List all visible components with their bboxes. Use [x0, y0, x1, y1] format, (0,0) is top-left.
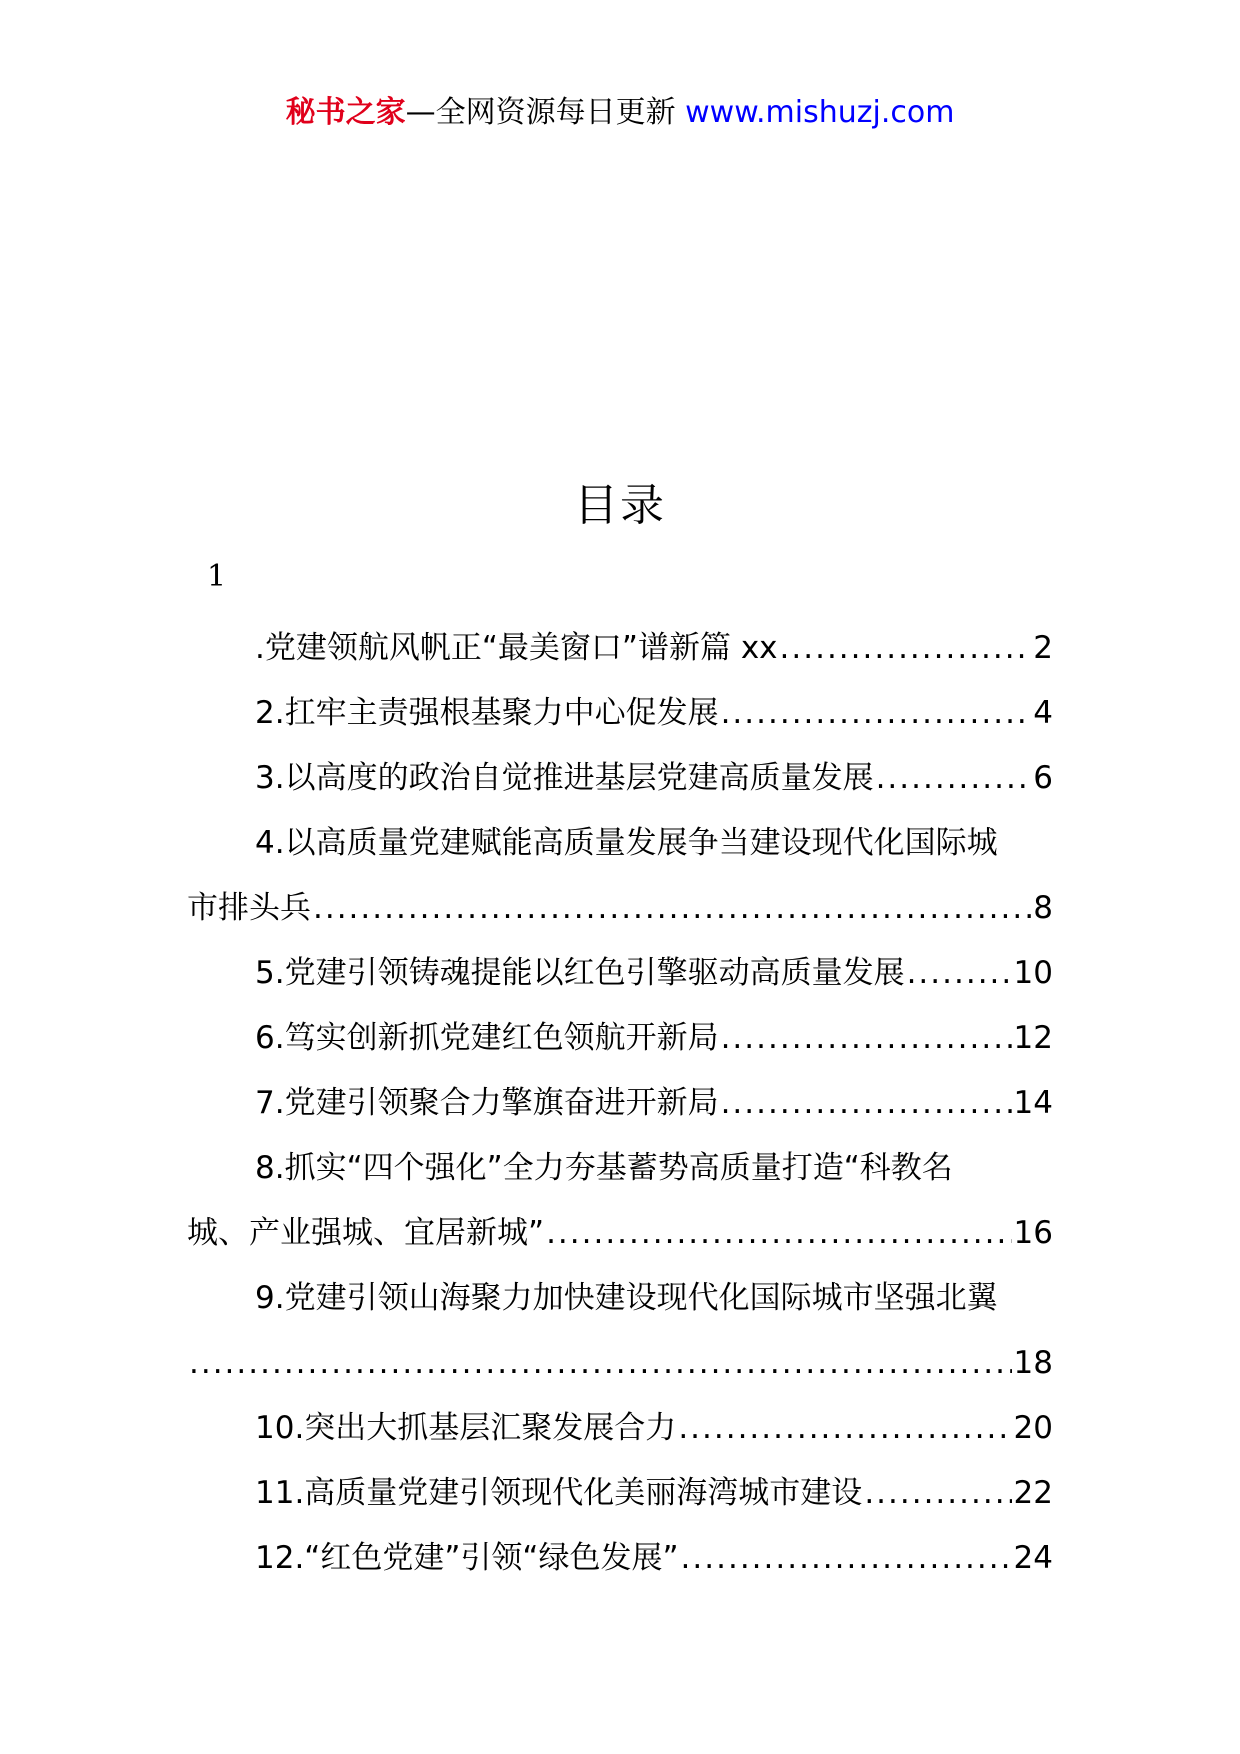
toc-entry-title: 3.以高度的政治自觉推进基层党建高质量发展 — [255, 760, 874, 796]
toc-dot-leader — [189, 1331, 1012, 1396]
site-url-link[interactable]: www.mishuzj.com — [685, 95, 955, 130]
toc-entry[interactable] — [187, 681, 1053, 746]
toc-entry[interactable] — [187, 1006, 1053, 1071]
toc-entry-line — [187, 941, 1053, 1006]
toc-entry[interactable] — [187, 941, 1053, 1006]
toc-entry-line — [187, 1396, 1053, 1461]
toc-entry-title: .党建领航风帆正“最美窗口”谱新篇 xx — [255, 630, 778, 666]
toc-entry-line — [187, 1006, 1053, 1071]
toc-dot-leader — [313, 876, 1031, 941]
toc-entry-title: 12.“红色党建”引领“绿色发展” — [255, 1540, 679, 1576]
toc-entry-title: 市排头兵 — [187, 890, 311, 926]
toc-entry-title: 8.抓实“四个强化”全力夯基蓄势高质量打造“科教名 — [255, 1150, 953, 1186]
toc-page-number: 16 — [1013, 1215, 1053, 1251]
toc-entry-title: 4.以高质量党建赋能高质量发展争当建设现代化国际城 — [255, 825, 998, 861]
toc-entry[interactable] — [187, 1136, 1053, 1266]
toc-entry[interactable] — [187, 1461, 1053, 1526]
toc-entry[interactable] — [187, 1396, 1053, 1461]
toc-entry-line — [187, 1461, 1053, 1526]
toc-entry-line — [187, 1266, 1053, 1331]
toc-entry-title: 2.扛牢主责强根基聚力中心促发展 — [255, 695, 719, 731]
site-header — [0, 95, 1240, 130]
toc-dot-leader — [546, 1201, 1011, 1266]
toc-page-number: 8 — [1033, 890, 1053, 926]
toc-entry-title: 城、产业强城、宜居新城” — [187, 1215, 545, 1251]
toc-page-number: 24 — [1013, 1540, 1053, 1576]
toc-entry[interactable] — [187, 746, 1053, 811]
toc-page-number: 12 — [1013, 1020, 1053, 1056]
toc-entry-line — [187, 876, 1053, 941]
toc-dot-leader — [721, 1006, 1012, 1071]
toc-entry-title: 7.党建引领聚合力擎旗奋进开新局 — [255, 1085, 719, 1121]
toc-entry-title: 10.突出大抓基层汇聚发展合力 — [255, 1410, 677, 1446]
toc-page-number: 20 — [1013, 1410, 1053, 1446]
toc-entry[interactable] — [187, 1266, 1053, 1396]
toc-dot-leader — [780, 616, 1032, 681]
toc-entry-line — [187, 1136, 1053, 1201]
site-brand: 秘书之家 — [285, 95, 406, 130]
site-tagline: —全网资源每日更新 — [405, 95, 676, 130]
toc-dot-leader — [907, 941, 1012, 1006]
toc-dot-leader — [681, 1526, 1012, 1591]
toc-dot-leader — [864, 1461, 1011, 1526]
toc-entry-title: 6.笃实创新抓党建红色领航开新局 — [255, 1020, 719, 1056]
toc-page-number: 14 — [1013, 1085, 1053, 1121]
toc-title: 目录 — [574, 480, 666, 531]
toc-entry-line — [187, 746, 1053, 811]
toc-entry-line — [187, 681, 1053, 746]
toc-dot-leader — [721, 1071, 1012, 1136]
toc-dot-leader — [876, 746, 1032, 811]
toc-entry-line — [187, 811, 1053, 876]
toc-page-number: 18 — [1013, 1345, 1053, 1381]
toc-entry-line — [187, 616, 1053, 681]
toc-dot-leader — [678, 1396, 1011, 1461]
toc-page-number: 6 — [1033, 760, 1053, 796]
table-of-contents — [187, 616, 1053, 1591]
toc-page-number: 2 — [1033, 630, 1053, 666]
stray-number: 1 — [207, 559, 227, 594]
toc-entry-line — [187, 1331, 1053, 1396]
toc-entry-line — [187, 1071, 1053, 1136]
toc-entry[interactable] — [187, 1526, 1053, 1591]
toc-entry[interactable] — [187, 1071, 1053, 1136]
toc-page-number: 10 — [1013, 955, 1053, 991]
toc-entry-line — [187, 1526, 1053, 1591]
toc-entry-title: 9.党建引领山海聚力加快建设现代化国际城市坚强北翼 — [255, 1280, 998, 1316]
toc-entry-title: 5.党建引领铸魂提能以红色引擎驱动高质量发展 — [255, 955, 905, 991]
toc-entry-title: 11.高质量党建引领现代化美丽海湾城市建设 — [255, 1475, 863, 1511]
toc-page-number: 22 — [1013, 1475, 1053, 1511]
toc-dot-leader — [721, 681, 1032, 746]
toc-entry[interactable] — [187, 616, 1053, 681]
toc-entry-line — [187, 1201, 1053, 1266]
toc-entry[interactable] — [187, 811, 1053, 941]
toc-page-number: 4 — [1033, 695, 1053, 731]
